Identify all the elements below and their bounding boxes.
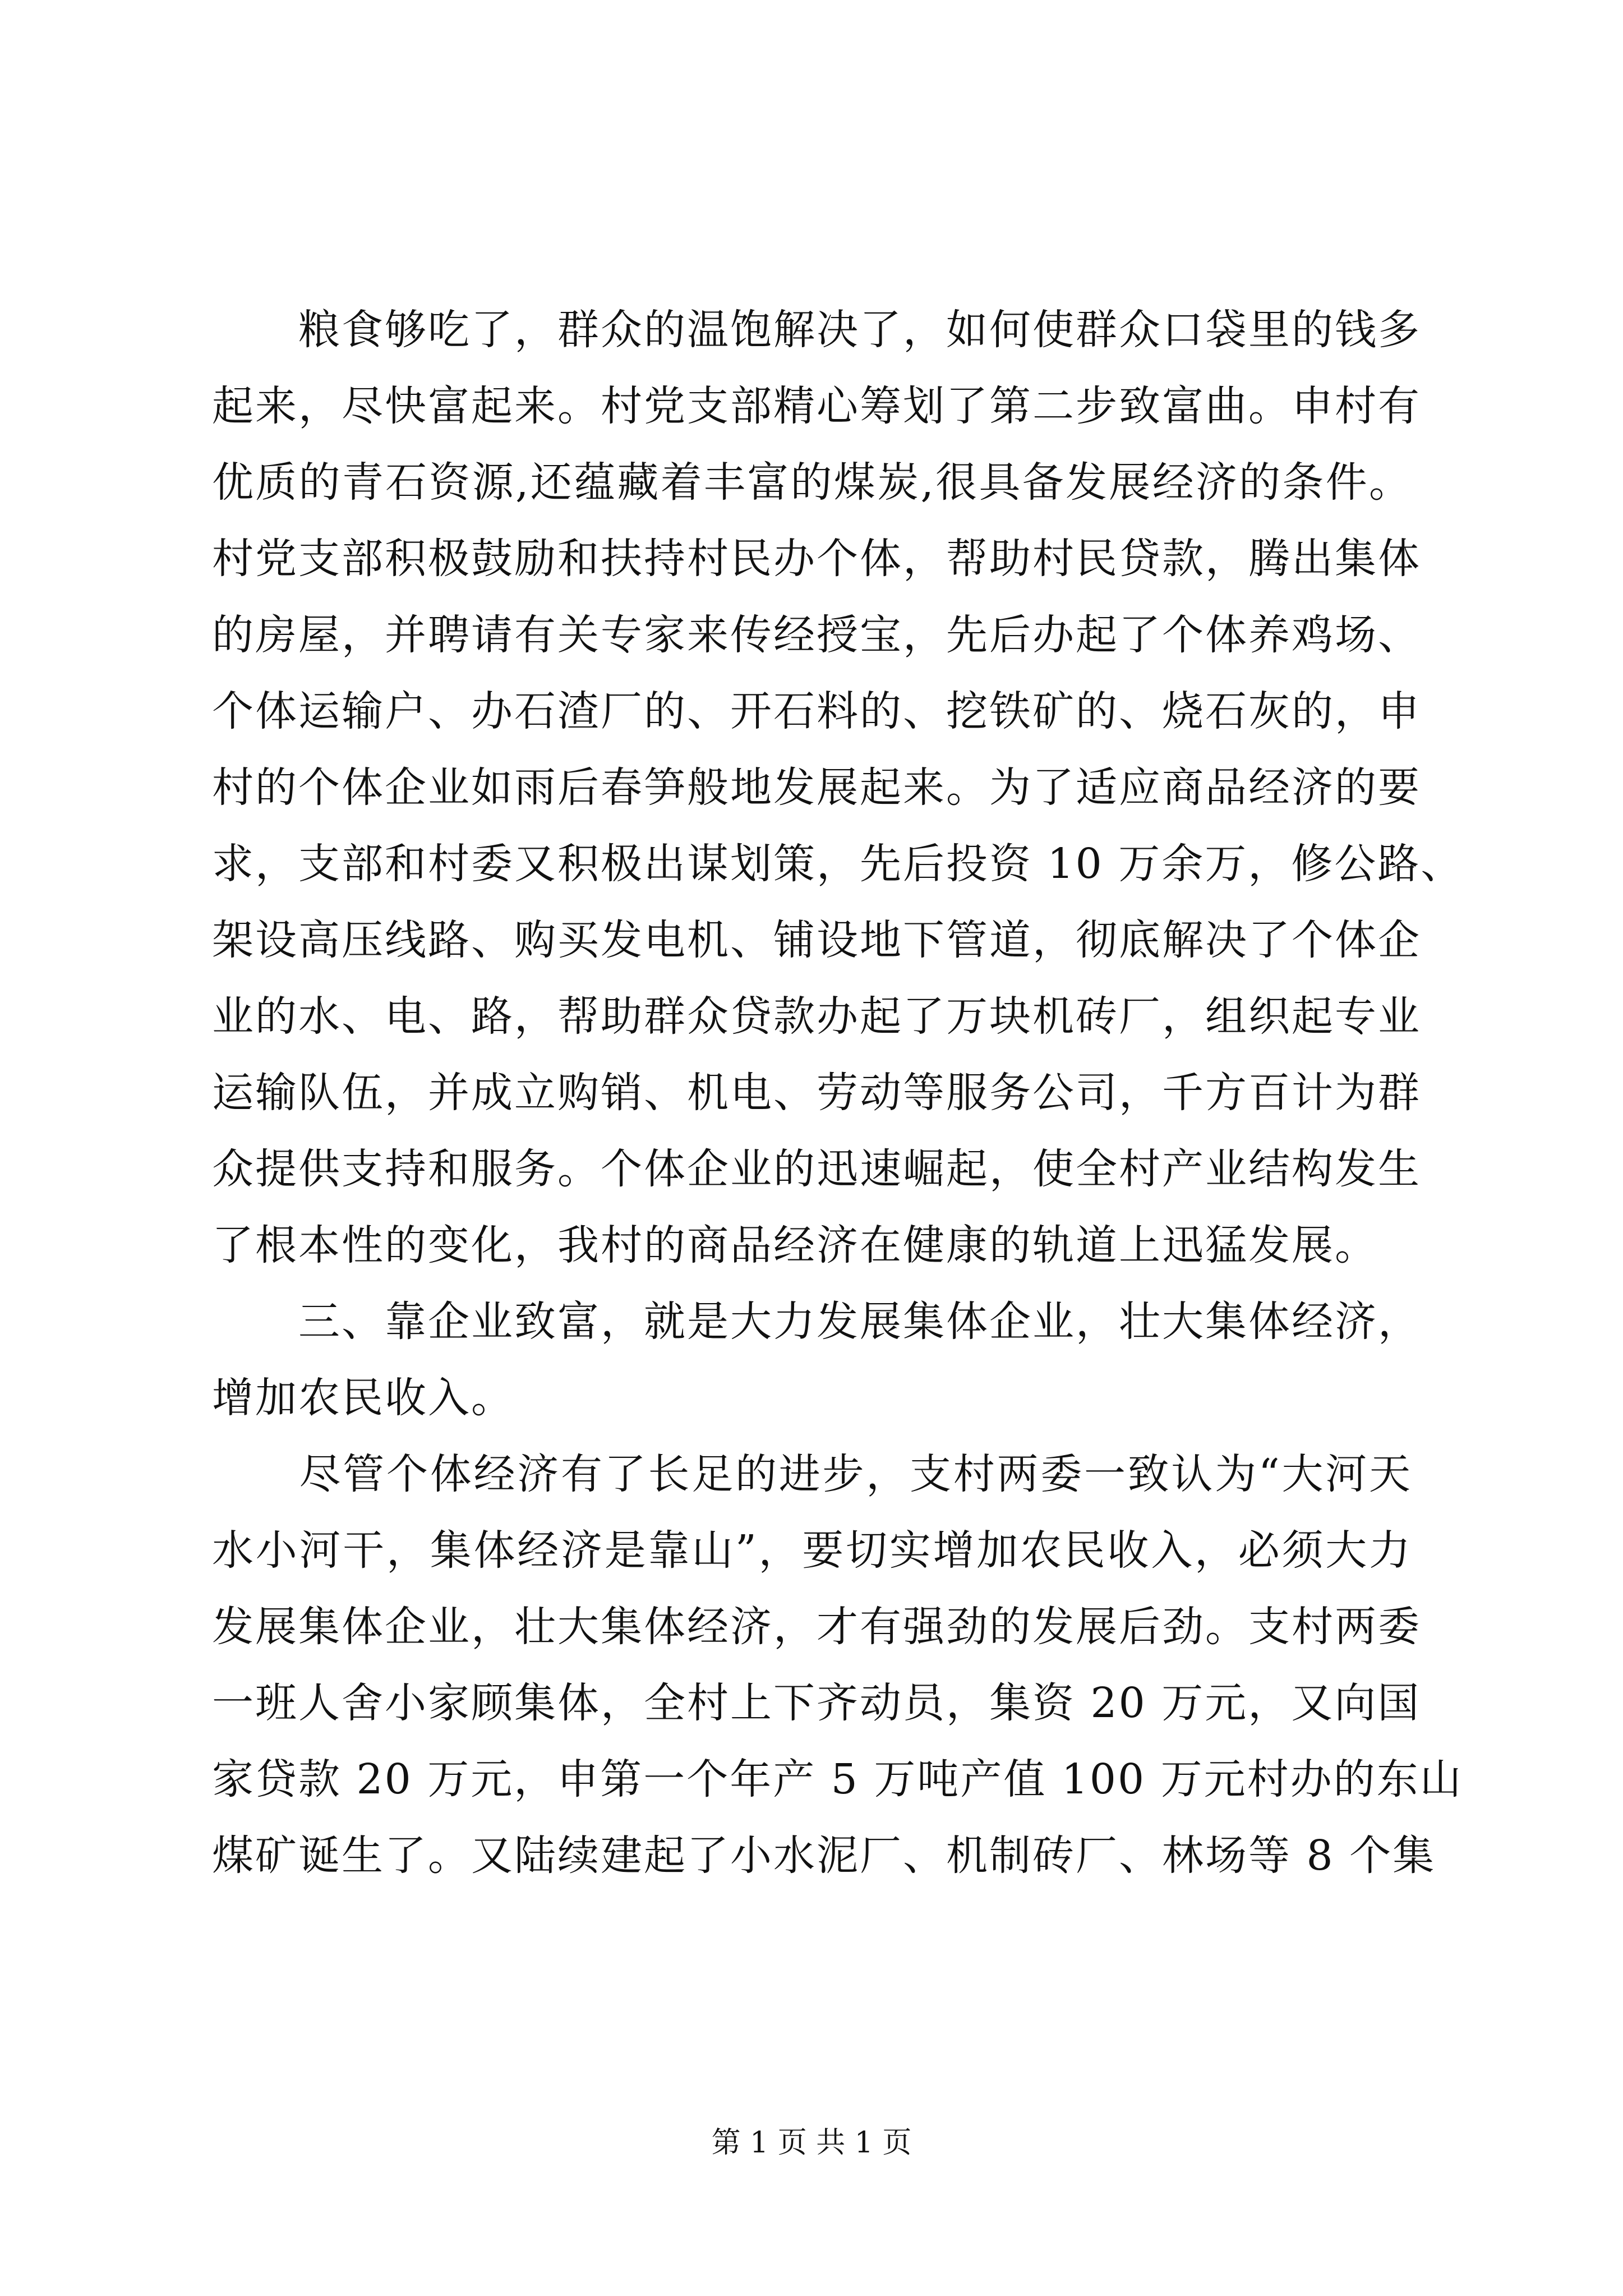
text-line: 家贷款 20 万元，申第一个年产 5 万吨产值 100 万元村办的东山 [212,1755,1463,1803]
text-line: 了根本性的变化，我村的商品经济在健康的轨道上迅猛发展。 [212,1221,1378,1269]
text-line: 个体运输户、办石渣厂的、开石料的、挖铁矿的、烧石灰的，申 [212,687,1421,735]
text-line: 众提供支持和服务。个体企业的迅速崛起，使全村产业结构发生 [212,1145,1421,1193]
text-line: 优质的青石资源,还蕴藏着丰富的煤炭,很具备发展经济的条件。 [212,458,1412,507]
text-line: 的房屋，并聘请有关专家来传经授宝，先后办起了个体养鸡场、 [212,611,1421,659]
text-line: 求，支部和村委又积极出谋划策，先后投资 10 万余万，修公路、 [212,840,1464,888]
text-line: 架设高压线路、购买发电机、铺设地下管道，彻底解决了个体企 [212,916,1421,964]
body-text [212,292,1464,1894]
text-line: 三、靠企业致富，就是大力发展集体企业，壮大集体经济， [212,1297,1421,1346]
page-footer: 第 1 页 共 1 页 [711,2126,912,2160]
text-line: 村的个体企业如雨后春笋般地发展起来。为了适应商品经济的要 [212,763,1421,812]
text-line: 业的水、电、路，帮助群众贷款办起了万块机砖厂，组织起专业 [212,992,1421,1041]
text-line: 村党支部积极鼓励和扶持村民办个体，帮助村民贷款，腾出集体 [212,535,1421,583]
text-line: 一班人舍小家顾集体，全村上下齐动员，集资 20 万元，又向国 [212,1679,1421,1727]
text-line: 增加农民收入。 [212,1374,514,1422]
text-line: 水小河干，集体经济是靠山”，要切实增加农民收入，必须大力 [212,1526,1412,1575]
text-line: 发展集体企业，壮大集体经济，才有强劲的发展后劲。支村两委 [212,1603,1421,1651]
text-line: 粮食够吃了，群众的温饱解决了，如何使群众口袋里的钱多 [212,306,1421,354]
text-line: 尽管个体经济有了长足的进步，支村两委一致认为“大河天 [212,1450,1412,1498]
text-line: 起来，尽快富起来。村党支部精心筹划了第二步致富曲。申村有 [212,382,1421,430]
text-line: 煤矿诞生了。又陆续建起了小水泥厂、机制砖厂、林场等 8 个集 [212,1832,1436,1880]
text-line: 运输队伍，并成立购销、机电、劳动等服务公司，千方百计为群 [212,1069,1421,1117]
